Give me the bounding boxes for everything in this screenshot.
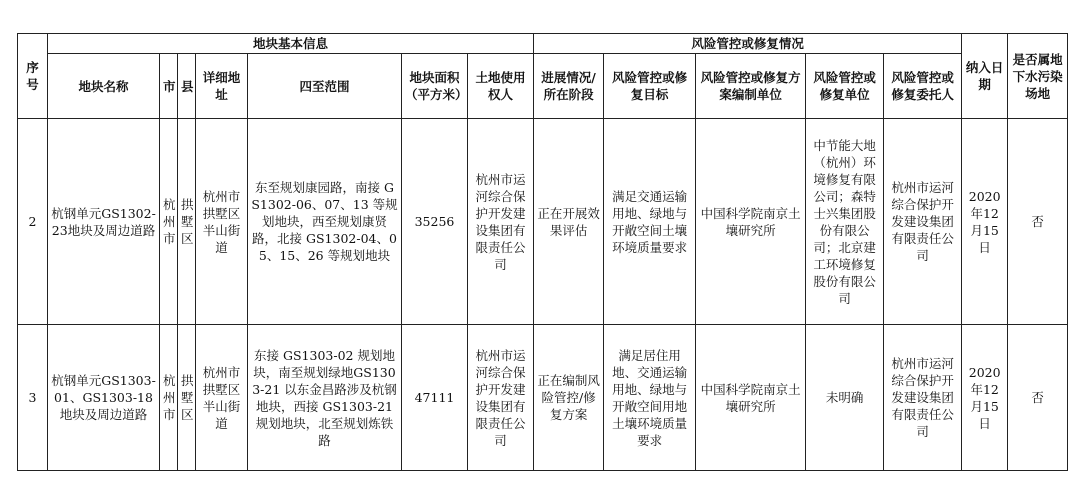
header-plan-unit: 风险管控或修复方案编制单位 bbox=[696, 54, 806, 119]
cell-progress: 正在编制风险管控/修复方案 bbox=[534, 325, 604, 471]
cell-seq: 3 bbox=[18, 325, 48, 471]
cell-area: 47111 bbox=[402, 325, 468, 471]
header-date: 纳入日期 bbox=[962, 34, 1008, 119]
cell-client: 杭州市运河综合保护开发建设集团有限责任公司 bbox=[884, 119, 962, 325]
cell-groundwater: 否 bbox=[1008, 119, 1068, 325]
cell-client: 杭州市运河综合保护开发建设集团有限责任公司 bbox=[884, 325, 962, 471]
cell-groundwater: 否 bbox=[1008, 325, 1068, 471]
cell-county: 拱墅区 bbox=[178, 325, 196, 471]
cell-repair-unit: 未明确 bbox=[806, 325, 884, 471]
cell-target: 满足居住用地、交通运输用地、绿地与开敞空间用地土壤环境质量要求 bbox=[604, 325, 696, 471]
cell-city: 杭州市 bbox=[160, 119, 178, 325]
header-row-group bbox=[18, 34, 1068, 54]
header-area: 地块面积（平方米） bbox=[402, 54, 468, 119]
cell-county: 拱墅区 bbox=[178, 119, 196, 325]
header-risk-info: 风险管控或修复情况 bbox=[534, 34, 962, 54]
header-target: 风险管控或修复目标 bbox=[604, 54, 696, 119]
cell-boundary: 东接 GS1303-02 规划地块，南至规划绿地GS1303-21 以东金昌路涉及杭钢地块，西接 GS1303-21 规划地块，北至规划炼铁路 bbox=[248, 325, 402, 471]
cell-name: 杭钢单元GS1303-01、GS1303-18地块及周边道路 bbox=[48, 325, 160, 471]
header-county: 县 bbox=[178, 54, 196, 119]
cell-progress: 正在开展效果评估 bbox=[534, 119, 604, 325]
header-groundwater: 是否属地下水污染场地 bbox=[1008, 34, 1068, 119]
table-row bbox=[18, 119, 1068, 325]
header-basic-info: 地块基本信息 bbox=[48, 34, 534, 54]
header-row-columns bbox=[18, 54, 1068, 119]
header-progress: 进展情况/所在阶段 bbox=[534, 54, 604, 119]
cell-date: 2020年12月15日 bbox=[962, 119, 1008, 325]
cell-plan-unit: 中国科学院南京土壤研究所 bbox=[696, 325, 806, 471]
cell-owner: 杭州市运河综合保护开发建设集团有限责任公司 bbox=[468, 119, 534, 325]
cell-city: 杭州市 bbox=[160, 325, 178, 471]
cell-address: 杭州市拱墅区半山街道 bbox=[196, 119, 248, 325]
cell-owner: 杭州市运河综合保护开发建设集团有限责任公司 bbox=[468, 325, 534, 471]
cell-address: 杭州市拱墅区半山街道 bbox=[196, 325, 248, 471]
header-name: 地块名称 bbox=[48, 54, 160, 119]
cell-boundary: 东至规划康园路，南接 GS1302-06、07、13 等规划地块，西至规划康贤路，北接 GS1302-04、05、15、26 等规划地块 bbox=[248, 119, 402, 325]
cell-name: 杭钢单元GS1302-23地块及周边道路 bbox=[48, 119, 160, 325]
cell-seq: 2 bbox=[18, 119, 48, 325]
contaminated-sites-table bbox=[17, 33, 1068, 471]
cell-date: 2020年12月15日 bbox=[962, 325, 1008, 471]
header-owner: 土地使用权人 bbox=[468, 54, 534, 119]
cell-plan-unit: 中国科学院南京土壤研究所 bbox=[696, 119, 806, 325]
cell-repair-unit: 中节能大地（杭州）环境修复有限公司；森特士兴集团股份有限公司；北京建工环境修复股份有限公司 bbox=[806, 119, 884, 325]
header-client: 风险管控或修复委托人 bbox=[884, 54, 962, 119]
header-address: 详细地址 bbox=[196, 54, 248, 119]
header-boundary: 四至范围 bbox=[248, 54, 402, 119]
header-repair-unit: 风险管控或修复单位 bbox=[806, 54, 884, 119]
cell-target: 满足交通运输用地、绿地与开敞空间土壤环境质量要求 bbox=[604, 119, 696, 325]
table-row bbox=[18, 325, 1068, 471]
header-city: 市 bbox=[160, 54, 178, 119]
cell-area: 35256 bbox=[402, 119, 468, 325]
header-seq: 序号 bbox=[18, 34, 48, 119]
